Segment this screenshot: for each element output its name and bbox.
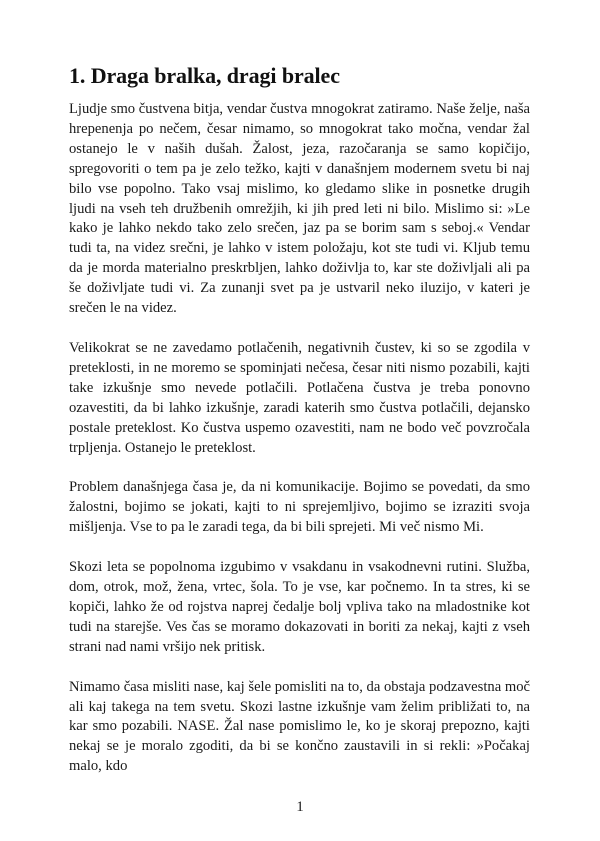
paragraph: Ljudje smo čustvena bitja, vendar čustva mnogokrat zatiramo. Naše želje, naša hrepenenja po nečem, česar nimamo, so mnogokrat tako močna, vendar žal ostanejo le v naših dušah. Žalost, jeza, razočaranja se samo kopičijo, spregovoriti o tem pa je zelo težko, kajti v današnjem modernem svetu bi naj bilo vse popolno. Tako vsaj mislimo, ko gledamo slike in posnetke drugih ljudi na vseh teh družbenih omrežjih, ki jih pred leti ni bilo. Mislimo si: »Le kako je lahko nekdo tako zelo srečen, jaz pa se borim sam s seboj.« Vendar tudi ta, na videz srečni, je lahko v istem položaju, kot ste tudi vi. Kljub temu da je morda materialno preskrbljen, lahko doživlja to, kar ste doživljali ali pa še doživljate tudi vi. Za zunanji svet pa je ustvaril neko iluzijo, v kateri je srečen le na videz. [69,101,530,317]
chapter-heading: 1. Draga bralka, dragi bralec [69,63,340,88]
chapter-body [69,100,530,797]
paragraph: Velikokrat se ne zavedamo potlačenih, negativnih čustev, ki so se zgodila v preteklosti, in ne moremo se spominjati nečesa, česar niti nismo pozabili, kajti take izkušnje smo nevede potlačili. Potlačena čustva je treba ponovno ozavestiti, da bi lahko izkušnje, zaradi katerih smo čustva potlačili, dejansko postale preteklost. Ko čustva uspemo ozavestiti, nam ne bodo več povzročala trpljenja. Ostanejo le preteklost. [69,339,530,456]
page-number: 1 [296,799,304,815]
paragraph: Skozi leta se popolnoma izgubimo v vsakdanu in vsakodnevni rutini. Služba, dom, otrok, mož, žena, vrtec, šola. To je vse, kar počnemo. In ta stres, ki se kopiči, lahko že od rojstva naprej čedalje bolj vpliva tako na mladostnike kot tudi na starejše. Ves čas se moramo dokazovati in boriti za nekaj, kajti z vseh strani nad nami vršijo nek pritisk. [69,559,530,655]
paragraph: Nimamo časa misliti nase, kaj šele pomisliti na to, da obstaja podzavestna moč ali kaj takega na tem svetu. Skozi lastne izkušnje vam želim približati to, na kar smo pozabili. NASE. Žal nase pomislimo le, ko je skoraj prepozno, kajti nekaj se je moralo zgoditi, da bi se končno zaustavili in si rekli: »Počakaj malo, kdo [69,678,530,775]
paragraph: Problem današnjega časa je, da ni komunikacije. Bojimo se povedati, da smo žalostni, bojimo se jokati, kajti to ni sprejemljivo, bojimo se izraziti svoja mišljenja. Vse to pa le zaradi tega, da bi bili sprejeti. Mi več nismo Mi. [69,479,530,536]
